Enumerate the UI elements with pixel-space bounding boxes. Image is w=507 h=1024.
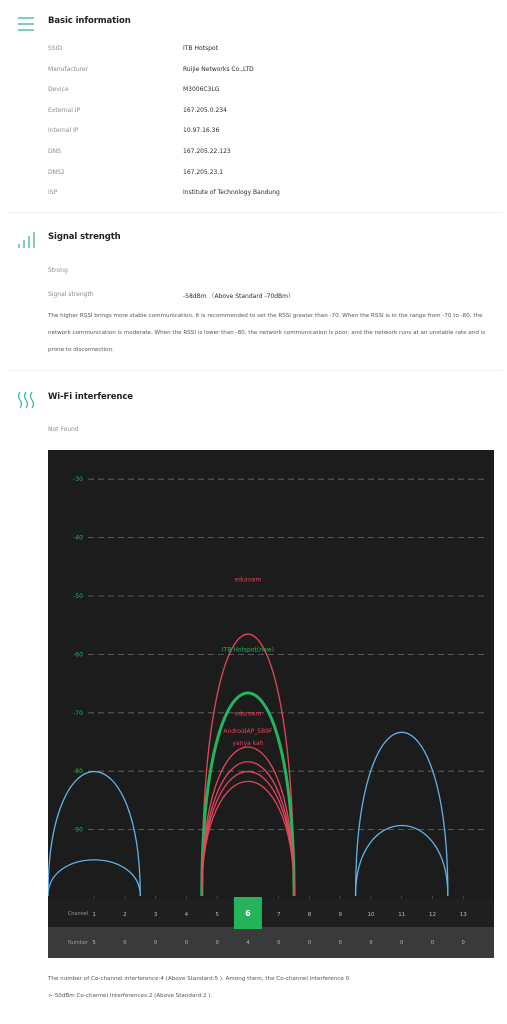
channel-number: 12 [428,912,436,918]
channel-number: 10 [367,912,375,918]
wifi-header [0,386,507,416]
signal-strength-label: Signal strength [48,291,94,298]
y-tick-label: -90 [73,826,83,834]
menu-list-icon [16,14,36,34]
channel-count: 0 [461,940,465,946]
signal-curve [356,826,448,896]
signal-curve [202,634,294,896]
y-tick-label: -50 [73,593,83,600]
channel-chart-svg [48,450,494,958]
info-key: Internal IP [48,127,79,135]
interference-summary-line2: >-50dBm Co-channel Interferences:2 (Above Standard:2 ). [48,993,213,999]
channel-row-label: Channel [67,911,89,917]
channel-count: 0 [154,940,158,946]
channel-number: 7 [276,912,281,918]
channel-count: 0 [184,940,189,946]
divider [8,212,503,213]
channel-count: 0 [123,940,127,946]
channel-count: 0 [430,940,435,946]
info-value: M3006C3LG [183,86,220,94]
signal-strength-row [0,285,507,305]
y-tick-label: -80 [73,768,83,776]
signal-strength-value: -58dBm （Above Standard -70dBm） [183,293,294,300]
channel-count: 0 [369,940,373,946]
channel-count: 0 [277,940,281,946]
signal-curve [356,732,448,896]
channel-number: 9 [338,912,342,918]
channel-number: 11 [398,912,406,918]
signal-bars-icon [16,230,36,250]
channel-number: 3 [153,912,158,918]
interference-summary-line1: The number of Co-channel interference:4 (Above Standard:5 ). Among them, the Co-channel interference 0 [48,976,350,982]
y-tick-label: -40 [73,534,83,542]
info-value: Institute of Technology Bandung [183,189,280,197]
channel-count: 4 [246,940,250,946]
signal-description: The higher RSSI brings more stable communication. It is recommended to set the RSSI greater than -70. When the RSSI is in the range from -70 to -80, the network communication is moderate. When the RSSI is lower than -80, the network communication is poor, and the network runs at an unstable rate and is prone to disconnection. [48,313,486,353]
channel-count: 0 [338,940,342,946]
network-label: AndroidAP_5B9F [223,728,273,736]
basic-info-header [0,10,507,40]
info-row [0,183,507,203]
info-key: DNS2 [48,168,65,176]
signal-title: Signal strength [48,232,121,242]
channel-number: 13 [459,912,467,918]
channel-count: 0 [400,940,404,946]
info-value: Ruijie Networks Co.,LTD [183,65,254,73]
info-value: 167.205.23.1 [183,168,224,176]
signal-status: Strong [48,267,68,274]
info-row [0,142,507,162]
wifi-title: Wi-Fi interference [48,392,133,402]
network-label: yanya kah [232,739,264,747]
info-key: External IP [48,106,81,114]
info-row [0,163,507,183]
channel-number: 6 [245,909,251,918]
info-row [0,60,507,80]
network-label: eduroam [234,710,262,718]
info-key: DNS [48,148,61,155]
info-row [0,80,507,100]
channel-count: 0 [215,940,219,946]
y-tick-label: -30 [73,476,83,484]
y-tick-label: -60 [73,651,83,659]
channel-number: 5 [215,912,219,918]
signal-curve [48,860,140,896]
channel-number: 1 [92,912,96,918]
network-label: ITB Hotspot(now) [221,646,274,654]
signal-curve [202,693,294,896]
info-row [0,101,507,121]
info-key: SSID [48,45,63,52]
signal-curve [202,747,294,896]
y-tick-label: -70 [73,709,83,717]
info-value: 10.97.16.36 [183,127,220,135]
channel-count: 0 [307,940,312,946]
info-key: Manufacturer [48,65,89,73]
channel-number: 2 [123,912,127,918]
info-key: Device [48,86,69,94]
info-key: ISP [48,189,58,197]
channel-count: 5 [92,940,96,946]
signal-header [0,226,507,256]
divider [8,370,503,371]
number-row-label: Number [67,940,89,946]
info-row [0,39,507,59]
channel-chart [48,450,494,958]
info-value: 167.205.22.123 [183,148,231,155]
basic-info-title: Basic information [48,16,131,26]
channel-number: 8 [307,912,312,918]
signal-curve [48,772,140,896]
info-value: 167.205.0.234 [183,106,227,114]
info-value: ITB Hotspot [183,45,218,52]
number-row-bg [48,927,494,958]
network-label: eduroam [234,576,262,584]
wifi-status: Not Found [48,426,79,433]
channel-row-bg [48,899,494,927]
info-row [0,121,507,141]
signal-curve [202,772,294,896]
channel-number: 4 [184,912,189,918]
wave-icon [16,390,36,410]
